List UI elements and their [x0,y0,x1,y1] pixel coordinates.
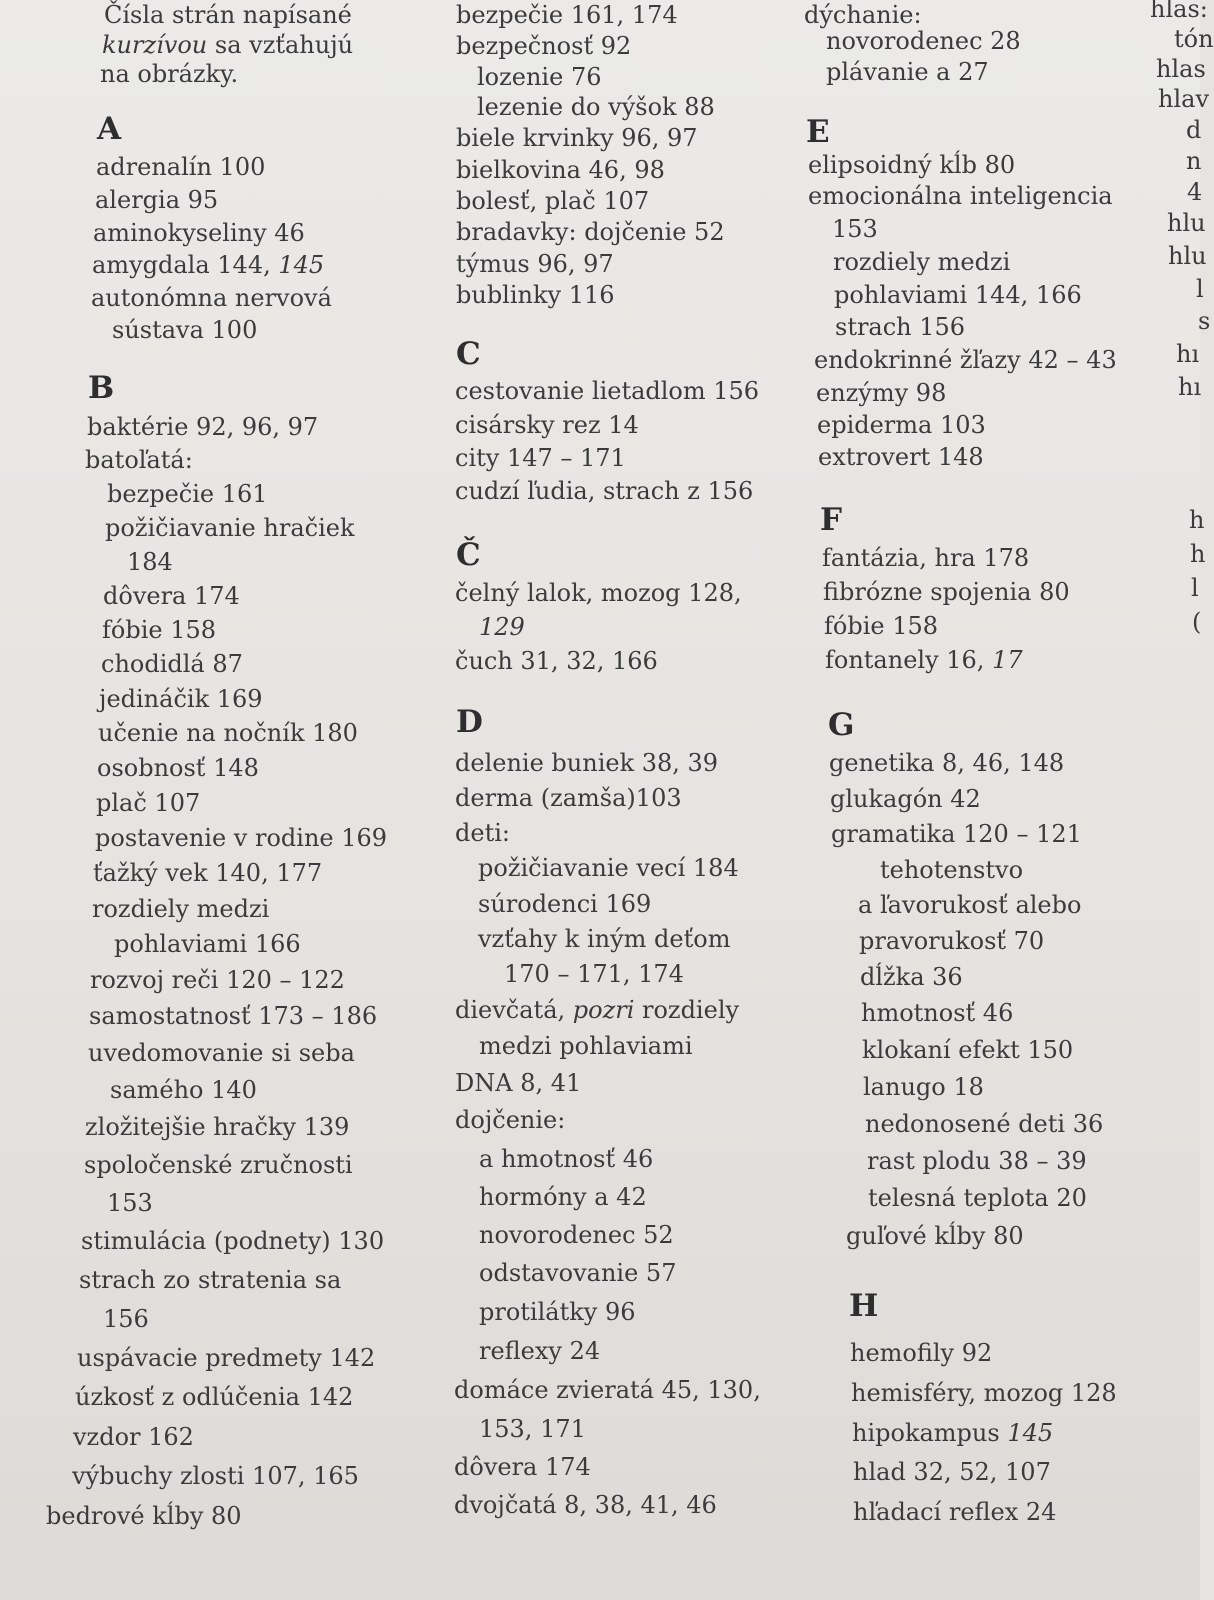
section-letter-a: A [97,111,122,147]
index-subentry: chodidlá 87 [101,650,243,678]
index-column-4-cropped [1130,0,1214,1600]
index-subentry: plávanie a 27 [826,58,989,86]
index-subentry: a hmotnosť 46 [479,1145,654,1173]
italic-page-number: 145 [1007,1419,1054,1447]
index-entry-continuation: sústava 100 [112,316,258,344]
index-subentry: učenie na nočník 180 [98,719,358,747]
index-entry: dýchanie: [804,1,922,29]
index-entry: dôvera 174 [454,1453,591,1481]
intro-line: Čísla strán napísané [104,1,352,29]
index-entry: fibrózne spojenia 80 [823,578,1070,606]
index-subentry: postavenie v rodine 169 [95,824,388,852]
entry-text: rozdiely [634,996,740,1024]
cropped-entry: tón [1174,25,1214,53]
section-letter-g: G [828,707,855,743]
index-subentry: telesná teplota 20 [868,1184,1087,1212]
index-entry: cestovanie lietadlom 156 [455,377,760,405]
index-entry: enzýmy 98 [816,379,947,407]
index-subentry: súrodenci 169 [478,890,652,918]
index-entry: epiderma 103 [817,411,986,439]
index-entry: DNA 8, 41 [455,1069,582,1097]
section-letter-c: C [456,336,481,372]
section-letter-h: H [849,1288,879,1324]
index-entry: hľadací reflex 24 [853,1498,1057,1526]
index-entry: aminokyseliny 46 [93,219,305,247]
index-entry: bielkovina 46, 98 [456,156,665,184]
index-subentry: vzdor 162 [73,1423,194,1451]
italic-word: kurzívou [102,31,208,59]
index-entry: dvojčatá 8, 38, 41, 46 [454,1491,717,1519]
index-subentry-continuation: pohlaviami 144, 166 [834,281,1082,309]
italic-page-number: 17 [992,646,1023,674]
section-letter-e: E [806,114,830,150]
index-entry: hemisféry, mozog 128 [851,1379,1117,1407]
index-entry: autonómna nervová [91,284,332,312]
index-entry: čelný lalok, mozog 128, [455,579,742,607]
cropped-entry: hı [1176,340,1200,368]
intro-text: sa vzťahujú [207,31,354,59]
index-subentry-continuation: 156 [103,1305,149,1333]
index-subentry: požičiavanie vecí 184 [478,854,739,882]
index-entry: domáce zvieratá 45, 130, [454,1376,761,1404]
index-entry: cudzí ľudia, strach z 156 [455,477,754,505]
index-entry: deti: [455,819,510,847]
index-subentry: jedináčik 169 [99,685,263,713]
index-entry: derma (zamša)103 [455,784,682,812]
index-entry: fantázia, hra 178 [822,544,1030,572]
section-letter-d: D [456,704,483,740]
index-subentry: spoločenské zručnosti [84,1151,353,1179]
index-subentry: novorodenec 52 [479,1221,674,1249]
index-subentry: protilátky 96 [479,1298,636,1326]
index-subentry: dĺžka 36 [860,963,963,991]
index-entry: týmus 96, 97 [456,250,614,278]
index-subentry-continuation: samého 140 [110,1076,257,1104]
index-subentry: tehotenstvo [880,856,1024,884]
cropped-entry: hlu [1168,242,1207,270]
index-subentry: bezpečie 161 [107,480,268,508]
cropped-entry: n [1186,147,1202,175]
cropped-entry: hlu [1167,209,1206,237]
entry-text: dievčatá, [455,996,573,1024]
index-entry: baktérie 92, 96, 97 [87,413,319,441]
index-subentry: požičiavanie hračiek [105,514,355,542]
cropped-entry: ( [1192,608,1202,636]
index-subentry-continuation: 153 [107,1189,153,1217]
index-subentry: stimulácia (podnety) 130 [81,1227,385,1255]
intro-line [102,30,353,60]
index-subentry: nedonosené deti 36 [865,1110,1104,1138]
index-subentry: a ľavorukosť alebo [858,891,1082,919]
index-entry: city 147 – 171 [455,444,626,472]
index-subentry: lezenie do výšok 88 [477,93,715,121]
index-entry-continuation: 129 [479,613,525,641]
index-entry: gramatika 120 – 121 [831,820,1082,848]
index-subentry: zložitejšie hračky 139 [85,1113,350,1141]
index-subentry: uvedomovanie si seba [88,1039,355,1067]
index-subentry: rozvoj reči 120 – 122 [90,966,345,994]
cropped-entry: hlas: [1150,0,1208,23]
index-entry: bublinky 116 [456,281,615,309]
index-subentry: uspávacie predmety 142 [77,1344,376,1372]
index-entry: hemofily 92 [850,1339,993,1367]
index-entry: adrenalín 100 [96,153,266,181]
index-subentry-continuation: pravorukosť 70 [859,927,1045,955]
index-entry: batoľatá: [85,446,193,474]
index-entry: bezpečnosť 92 [456,32,632,60]
cropped-entry: l [1191,574,1199,602]
italic-word: pozri [572,996,635,1024]
index-subentry: rozdiely medzi [833,248,1011,276]
index-entry: bradavky: dojčenie 52 [456,218,725,246]
cropped-entry: h [1189,506,1205,534]
cropped-entry: hlav [1158,85,1209,113]
index-entry: čuch 31, 32, 166 [455,647,658,675]
index-entry: dojčenie: [455,1106,566,1134]
entry-text: amygdala 144, [92,251,279,279]
index-entry: hlad 32, 52, 107 [853,1458,1051,1486]
index-subentry: dôvera 174 [103,582,240,610]
index-entry: glukagón 42 [830,785,981,813]
index-entry [825,645,1023,675]
index-subentry: samostatnosť 173 – 186 [89,1002,378,1030]
cropped-entry: hı [1178,373,1202,401]
index-entry: fóbie 158 [824,612,939,640]
index-subentry: rozdiely medzi [92,895,270,923]
cropped-entry: s [1198,307,1211,335]
cropped-entry: l [1196,275,1204,303]
entry-text: hipokampus [852,1419,1008,1447]
index-entry: extrovert 148 [818,443,984,471]
index-subentry: hmotnosť 46 [861,999,1014,1027]
index-subentry: výbuchy zlosti 107, 165 [72,1462,359,1490]
index-entry [455,995,739,1025]
intro-line: na obrázky. [100,60,239,88]
index-entry-continuation: 153, 171 [479,1415,586,1443]
index-subentry-continuation: pohlaviami 166 [114,930,301,958]
italic-page-number: 145 [278,251,325,279]
index-subentry: strach 156 [835,313,966,341]
index-subentry: klokaní efekt 150 [862,1036,1074,1064]
index-subentry: hormóny a 42 [479,1183,647,1211]
section-letter-c-caron: Č [456,537,481,573]
index-entry [852,1418,1053,1448]
index-subentry: plač 107 [96,789,201,817]
cropped-entry: h [1190,540,1206,568]
index-subentry: osobnosť 148 [97,754,259,782]
cropped-entry: hlas [1156,55,1206,83]
index-subentry: úzkosť z odlúčenia 142 [75,1383,354,1411]
index-entry: emocionálna inteligencia [808,182,1113,210]
index-subentry: rast plodu 38 – 39 [867,1147,1087,1175]
index-entry: genetika 8, 46, 148 [829,749,1065,777]
index-entry: alergia 95 [95,186,219,214]
cropped-entry: d [1186,116,1202,144]
index-subentry: novorodenec 28 [826,27,1021,55]
index-subentry-continuation: 170 – 171, 174 [504,960,684,988]
index-entry [92,250,324,280]
index-entry: bolesť, plač 107 [456,187,650,215]
index-entry-continuation: medzi pohlaviami [479,1032,693,1060]
index-entry: delenie buniek 38, 39 [455,749,719,777]
index-subentry: reflexy 24 [479,1337,601,1365]
index-entry: guľové kĺby 80 [846,1222,1024,1250]
index-subentry-continuation: 184 [127,548,173,576]
index-entry: elipsoidný kĺb 80 [808,151,1016,179]
index-entry: endokrinné žľazy 42 – 43 [814,346,1117,374]
index-subentry: ťažký vek 140, 177 [93,859,323,887]
index-subentry: vzťahy k iným deťom [478,925,731,953]
cropped-entry: 4 [1187,178,1203,206]
index-subentry: lanugo 18 [863,1073,984,1101]
index-entry-continuation: 153 [832,215,878,243]
index-entry: bezpečie 161, 174 [456,1,678,29]
entry-text: fontanely 16, [825,646,993,674]
index-subentry: lozenie 76 [477,63,602,91]
section-letter-b: B [88,370,115,406]
index-subentry: fóbie 158 [102,616,217,644]
index-entry: biele krvinky 96, 97 [456,124,698,152]
index-subentry: odstavovanie 57 [479,1259,677,1287]
index-entry: bedrové kĺby 80 [46,1502,242,1530]
index-subentry: strach zo stratenia sa [79,1266,342,1294]
index-entry: cisársky rez 14 [455,411,639,439]
section-letter-f: F [820,502,843,538]
